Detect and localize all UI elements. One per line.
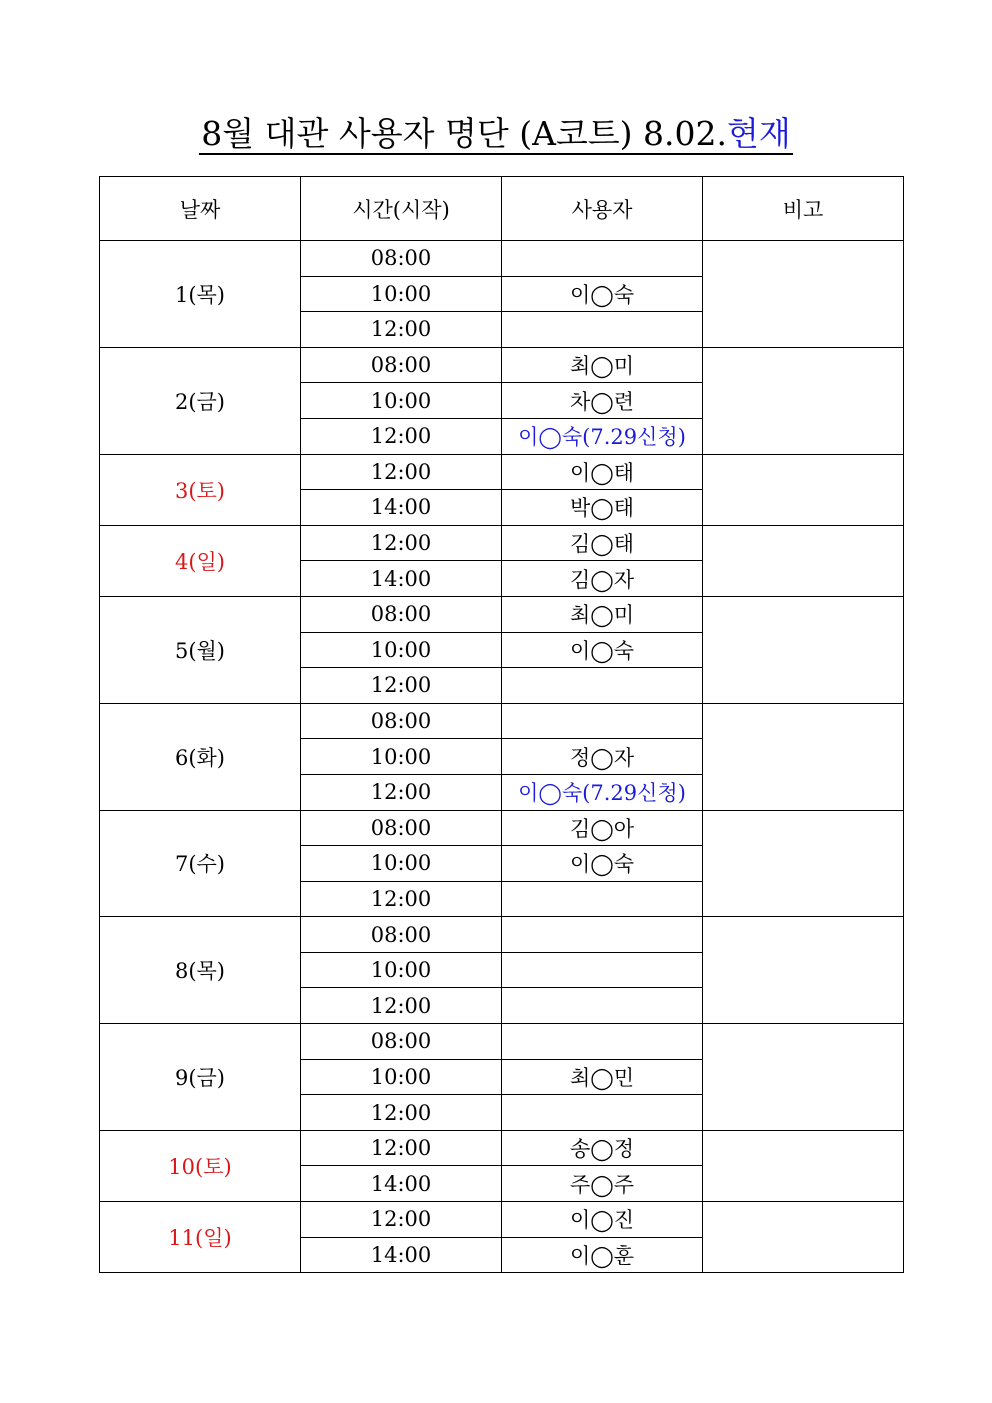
note-cell (703, 525, 904, 596)
time-cell: 12:00 (301, 454, 502, 490)
table-row (100, 454, 904, 490)
header-date: 날짜 (100, 177, 301, 241)
time-cell: 08:00 (301, 1024, 502, 1060)
note-cell (703, 241, 904, 348)
user-cell: 이◯훈 (502, 1237, 703, 1273)
user-cell: 이◯진 (502, 1202, 703, 1238)
time-cell: 10:00 (301, 383, 502, 419)
time-cell: 12:00 (301, 312, 502, 348)
user-cell (502, 668, 703, 704)
day-cell: 8(목) (100, 917, 301, 1024)
schedule-body (100, 241, 904, 1273)
user-cell: 정◯자 (502, 739, 703, 775)
user-cell: 김◯아 (502, 810, 703, 846)
table-row (100, 1024, 904, 1060)
time-cell: 10:00 (301, 632, 502, 668)
user-cell (502, 988, 703, 1024)
time-cell: 12:00 (301, 1130, 502, 1166)
user-cell: 이◯태 (502, 454, 703, 490)
time-cell: 12:00 (301, 988, 502, 1024)
user-cell (502, 952, 703, 988)
user-cell: 이◯숙 (502, 632, 703, 668)
note-cell (703, 810, 904, 917)
user-cell (502, 1095, 703, 1131)
table-row (100, 810, 904, 846)
day-cell: 7(수) (100, 810, 301, 917)
time-cell: 10:00 (301, 276, 502, 312)
time-cell: 12:00 (301, 668, 502, 704)
table-row (100, 703, 904, 739)
user-cell: 이◯숙 (502, 276, 703, 312)
note-cell (703, 1202, 904, 1273)
time-cell: 12:00 (301, 1202, 502, 1238)
time-cell: 10:00 (301, 952, 502, 988)
day-cell: 4(일) (100, 525, 301, 596)
day-cell: 5(월) (100, 596, 301, 703)
time-cell: 08:00 (301, 596, 502, 632)
header-user: 사용자 (502, 177, 703, 241)
user-cell: 차◯련 (502, 383, 703, 419)
table-row (100, 525, 904, 561)
user-cell (502, 917, 703, 953)
user-cell (502, 241, 703, 277)
time-cell: 12:00 (301, 774, 502, 810)
header-time: 시간(시작) (301, 177, 502, 241)
note-cell (703, 703, 904, 810)
time-cell: 12:00 (301, 881, 502, 917)
time-cell: 08:00 (301, 810, 502, 846)
user-cell: 이◯숙 (502, 846, 703, 882)
table-row (100, 1202, 904, 1238)
day-cell: 6(화) (100, 703, 301, 810)
note-cell (703, 1024, 904, 1131)
time-cell: 14:00 (301, 561, 502, 597)
header-note: 비고 (703, 177, 904, 241)
time-cell: 10:00 (301, 846, 502, 882)
time-cell: 14:00 (301, 1237, 502, 1273)
user-cell: 김◯자 (502, 561, 703, 597)
day-cell: 9(금) (100, 1024, 301, 1131)
user-cell: 주◯주 (502, 1166, 703, 1202)
schedule-table (99, 176, 904, 1273)
user-cell: 김◯태 (502, 525, 703, 561)
day-cell: 1(목) (100, 241, 301, 348)
day-cell: 2(금) (100, 347, 301, 454)
user-cell (502, 881, 703, 917)
user-cell: 이◯숙(7.29신청) (502, 418, 703, 454)
table-row (100, 347, 904, 383)
table-row (100, 241, 904, 277)
day-cell: 3(토) (100, 454, 301, 525)
note-cell (703, 1130, 904, 1201)
time-cell: 12:00 (301, 525, 502, 561)
user-cell: 박◯태 (502, 490, 703, 526)
note-cell (703, 454, 904, 525)
note-cell (703, 347, 904, 454)
time-cell: 08:00 (301, 241, 502, 277)
table-row (100, 596, 904, 632)
user-cell (502, 312, 703, 348)
day-cell: 11(일) (100, 1202, 301, 1273)
user-cell (502, 703, 703, 739)
time-cell: 10:00 (301, 1059, 502, 1095)
user-cell: 이◯숙(7.29신청) (502, 774, 703, 810)
time-cell: 08:00 (301, 703, 502, 739)
title-accent: 현재 (727, 114, 791, 153)
header-row (100, 177, 904, 241)
title-underline (199, 115, 793, 155)
note-cell (703, 596, 904, 703)
note-cell (703, 917, 904, 1024)
time-cell: 12:00 (301, 418, 502, 454)
user-cell: 최◯민 (502, 1059, 703, 1095)
page-title (0, 112, 992, 156)
user-cell: 최◯미 (502, 347, 703, 383)
time-cell: 14:00 (301, 490, 502, 526)
user-cell (502, 1024, 703, 1060)
table-row (100, 1130, 904, 1166)
time-cell: 08:00 (301, 347, 502, 383)
time-cell: 08:00 (301, 917, 502, 953)
user-cell: 최◯미 (502, 596, 703, 632)
user-cell: 송◯정 (502, 1130, 703, 1166)
time-cell: 14:00 (301, 1166, 502, 1202)
time-cell: 12:00 (301, 1095, 502, 1131)
day-cell: 10(토) (100, 1130, 301, 1201)
title-main: 8월 대관 사용자 명단 (A코트) 8.02. (201, 114, 727, 153)
time-cell: 10:00 (301, 739, 502, 775)
table-row (100, 917, 904, 953)
